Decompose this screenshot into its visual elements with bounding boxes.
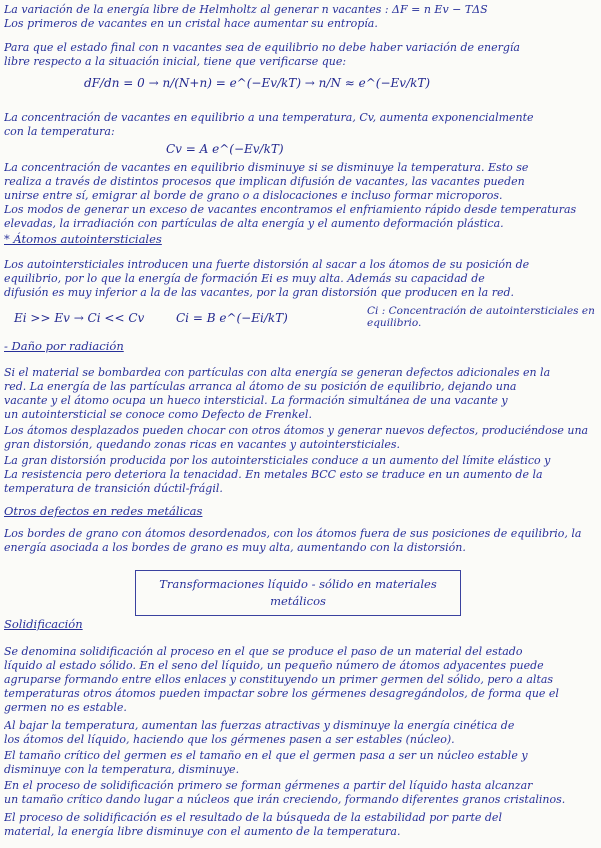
text-line: Si el material se bombardea con partículas con alta energía se generan defectos adicionales en la [4,366,551,379]
text-line: un tamaño crítico dando lugar a núcleos que irán creciendo, formando diferentes granos cristalinos. [4,793,566,806]
text-line: realiza a través de distintos procesos que implican difusión de vacantes, las vacantes pueden [4,175,525,188]
text-line: En el proceso de solidificación primero se forman gérmenes a partir del líquido hasta alcanzar [4,779,533,792]
section-title-box [135,570,461,616]
text-line: con la temperatura: [4,125,115,138]
text-line: La concentración de vacantes en equilibrio disminuye si se disminuye la temperatura. Esto se [4,161,529,174]
text-line: vacante y el átomo ocupa un hueco intersticial. La formación simultánea de una vacante y [4,394,508,407]
text-line: disminuye con la temperatura, disminuye. [4,763,240,776]
section-title: Transformaciones líquido - sólido en materiales metálicos [159,577,437,608]
text-line: La resistencia pero deteriora la tenacidad. En metales BCC esto se traduce en un aumento de la [4,468,543,481]
text-line: La concentración de vacantes en equilibrio a una temperatura, Cv, aumenta exponencialmente [4,111,534,124]
interstitial-concentration-formula: Ci = B e^(−Ei/kT) [176,311,288,325]
text-line: Los átomos desplazados pueden chocar con otros átomos y generar nuevos defectos, produciéndose una [4,424,589,437]
section-heading-otros-defectos: Otros defectos en redes metálicas [4,504,203,518]
text-line: Los bordes de grano con átomos desordenados, con los átomos fuera de sus posiciones de equilibrio, la [4,527,582,540]
text-line: temperaturas otros átomos pueden impactar sobre los gérmenes desagregándolos, de forma que el [4,687,559,700]
text-line: líquido al estado sólido. En el seno del líquido, un pequeño número de átomos adyacentes puede [4,659,544,672]
section-heading-radiacion: - Daño por radiación [4,339,124,353]
interstitial-note: Ci : Concentración de autointersticiales en equilibrio. [367,305,595,329]
text-line: los átomos del líquido, haciendo que los gérmenes pasen a ser estables (núcleo). [4,733,455,746]
vacancy-concentration-formula: Cv = A e^(−Ev/kT) [166,142,284,156]
text-line: difusión es muy inferior a la de las vacantes, por la gran distorsión que producen en la red. [4,286,515,299]
text-line: Se denomina solidificación al proceso en el que se produce el paso de un material del estado [4,645,523,658]
text-line: El tamaño crítico del germen es el tamaño en el que el germen pasa a ser un núcleo estable y [4,749,528,762]
section-heading-autointersticiales: * Átomos autointersticiales [4,232,162,246]
text-line: Los modos de generar un exceso de vacantes encontramos el enfriamiento rápido desde temperaturas [4,203,577,216]
text-line: energía asociada a los bordes de grano es muy alta, aumentando con la distorsión. [4,541,466,554]
text-line: equilibrio, por lo que la energía de formación Ei es muy alta. Además su capacidad de [4,272,485,285]
text-line: unirse entre sí, emigrar al borde de grano o a dislocaciones e incluso formar microporos. [4,189,503,202]
text-line: La variación de la energía libre de Helmholtz al generar n vacantes : ΔF = n Ev − TΔS [4,3,488,16]
text-line: Al bajar la temperatura, aumentan las fuerzas atractivas y disminuye la energía cinética de [4,719,515,732]
text-line: Los autointersticiales introducen una fuerte distorsión al sacar a los átomos de su posición de [4,258,530,271]
text-line: Los primeros de vacantes en un cristal hace aumentar su entropía. [4,17,378,30]
text-line: libre respecto a la situación inicial, tiene que verificarse que: [4,55,347,68]
text-line: temperatura de transición dúctil-frágil. [4,482,223,495]
energy-comparison-formula: Ei >> Ev → Ci << Cv [14,311,145,325]
text-line: La gran distorsión producida por los autointersticiales conduce a un aumento del límite elástico y [4,454,551,467]
text-line: elevadas, la irradiación con partículas de alta energía y el aumento deformación plástica. [4,217,504,230]
section-heading-solidificacion: Solidificación [4,617,83,631]
text-line: El proceso de solidificación es el resultado de la búsqueda de la estabilidad por parte del [4,811,502,824]
equilibrium-formula: dF/dn = 0 → n/(N+n) = e^(−Ev/kT) → n/N ≈ e^(−Ev/kT) [84,76,431,90]
text-line: red. La energía de las partículas arranca al átomo de su posición de equilibrio, dejando una [4,380,517,393]
text-line: Para que el estado final con n vacantes sea de equilibrio no debe haber variación de energía [4,41,520,54]
text-line: gran distorsión, quedando zonas ricas en vacantes y autointersticiales. [4,438,401,451]
text-line: un autointersticial se conoce como Defecto de Frenkel. [4,408,312,421]
text-line: material, la energía libre disminuye con el aumento de la temperatura. [4,825,401,838]
text-line: agruparse formando entre ellos enlaces y constituyendo un primer germen del sólido, pero a altas [4,673,554,686]
text-line: germen no es estable. [4,701,127,714]
